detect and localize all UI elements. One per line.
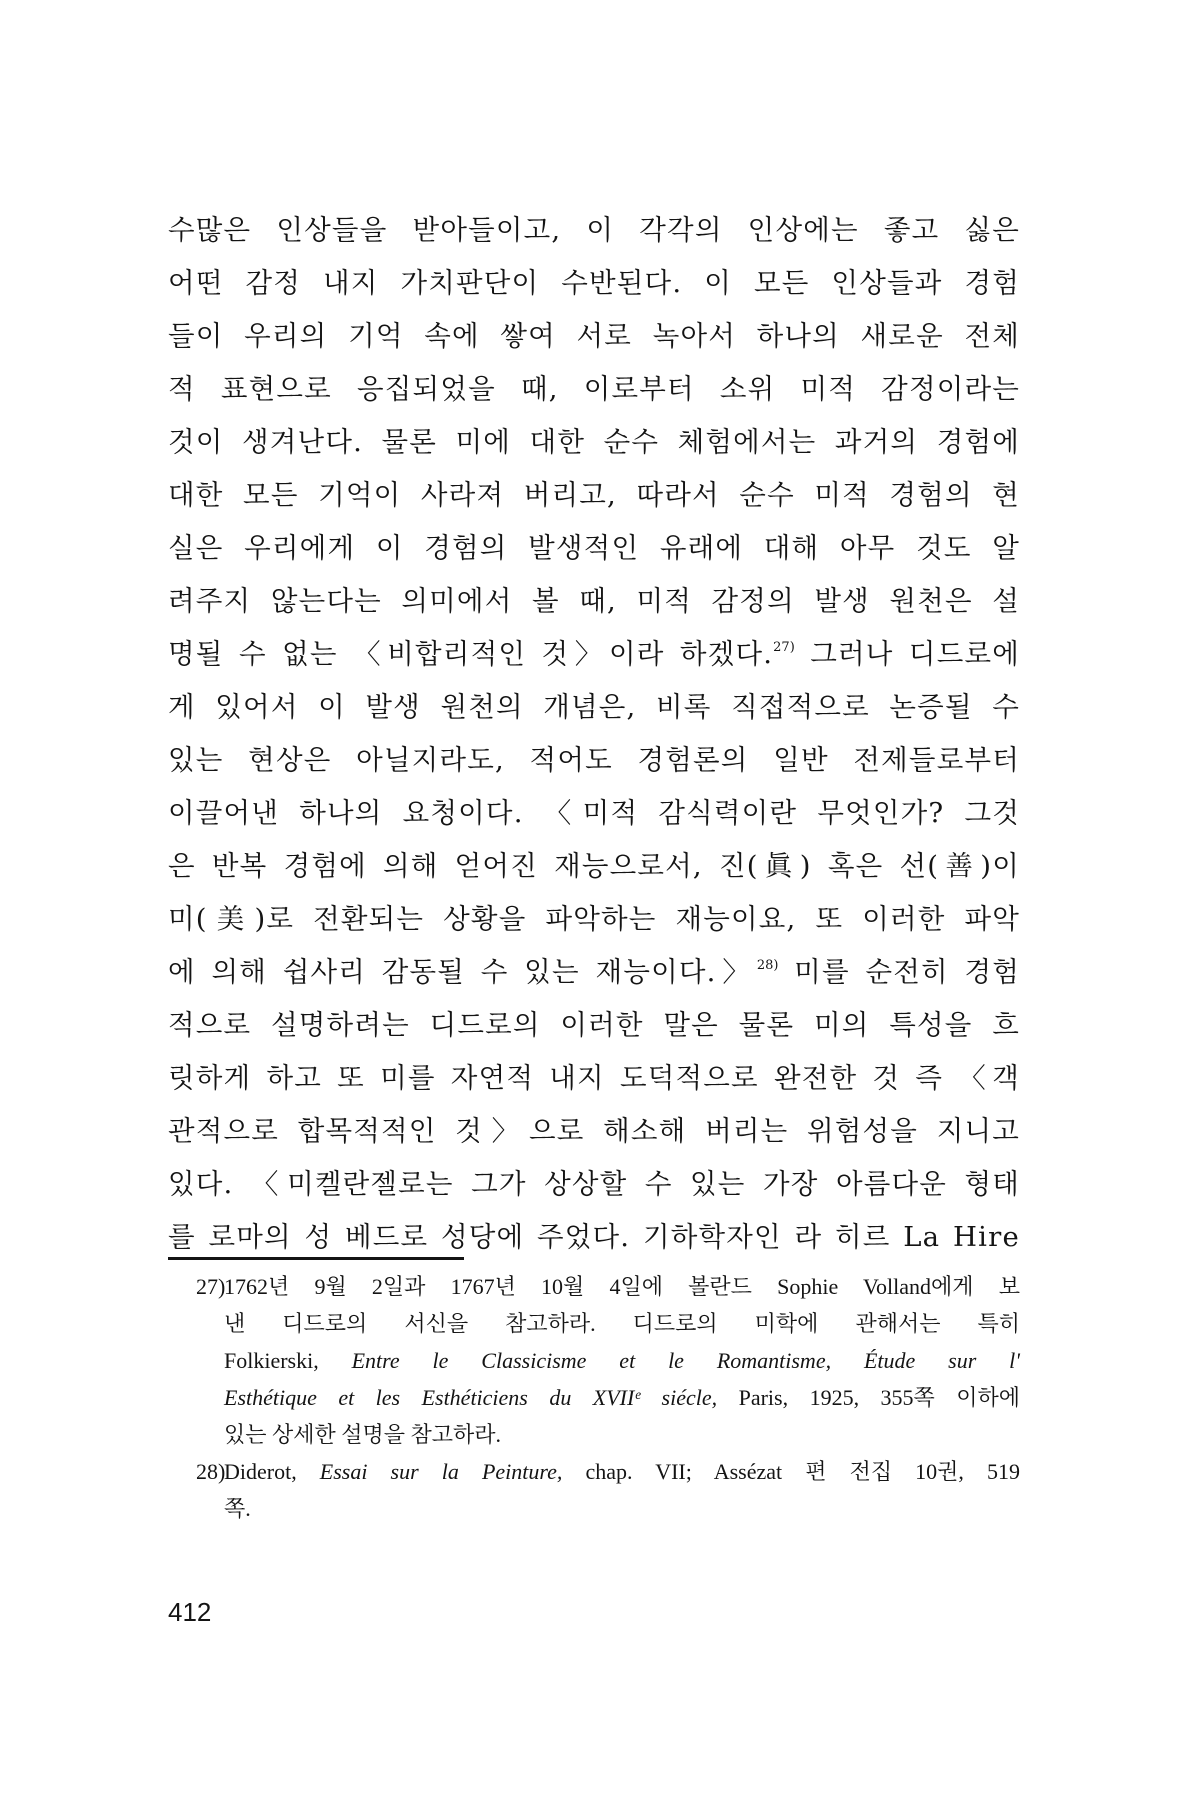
footnote-text: Paris, 1925, 355쪽 이하에 [717,1385,1020,1410]
body-line: 적으로 설명하려는 디드로의 이러한 말은 물론 미의 특성을 흐 [168,1009,1020,1041]
footnote-number: 28) [196,1459,226,1484]
page-number: 412 [168,1597,212,1627]
body-line: 수많은 인상들을 받아들이고, 이 각각의 인상에는 좋고 싫은 [168,214,1020,246]
footnotes [196,1268,1020,1527]
body-line: 있다. 〈미켈란젤로는 그가 상상할 수 있는 가장 아름다운 형태 [168,1168,1020,1200]
body-line [168,946,1020,999]
body-line: 은 반복 경험에 의해 얻어진 재능으로서, 진(眞) 혹은 선(善)이 [168,850,1020,882]
body-line-text: 에 의해 쉽사리 감동될 수 있는 재능이다.〉 [168,956,757,988]
body-line: 를 로마의 성 베드로 성당에 주었다. 기하학자인 라 히르 La Hire [168,1221,1020,1253]
footnote-title: Esthétique et les Esthéticiens du XVIIᵉ siécle, [224,1385,718,1410]
body-line: 미(美)로 전환되는 상황을 파악하는 재능이요, 또 이러한 파악 [168,903,1020,935]
footnote-line [224,1453,1020,1490]
footnote-text: chap. VII; Assézat 편 전집 10권, 519 [562,1459,1020,1484]
body-line-text: 그러나 디드로에 [794,638,1020,670]
body-line [168,628,1020,681]
footnote-line: 있는 상세한 설명을 참고하라. [224,1422,502,1447]
footnote-author: Folkierski, [224,1348,352,1373]
body-line: 실은 우리에게 이 경험의 발생적인 유래에 대해 아무 것도 알 [168,532,1020,564]
body-line: 게 있어서 이 발생 원천의 개념은, 비록 직접적으로 논증될 수 [168,691,1020,723]
body-line: 것이 생겨난다. 물론 미에 대한 순수 체험에서는 과거의 경험에 [168,426,1020,458]
body-line: 이끌어낸 하나의 요청이다. 〈미적 감식력이란 무엇인가? 그것 [168,797,1020,829]
body-line-text: 명될 수 없는 〈비합리적인 것〉이라 하겠다. [168,638,774,670]
footnote-ref-28: 28) [756,958,779,973]
footnote-line: 낸 디드로의 서신을 참고하라. 디드로의 미학에 관해서는 특히 [224,1311,1020,1336]
footnote-line [224,1342,1020,1379]
footnote-divider [168,1257,464,1260]
footnote-28 [196,1453,1020,1527]
footnote-author: Diderot, [224,1459,320,1484]
footnote-27 [196,1268,1020,1453]
body-line: 릿하게 하고 또 미를 자연적 내지 도덕적으로 완전한 것 즉 〈객 [168,1062,1020,1094]
body-line: 려주지 않는다는 의미에서 볼 때, 미적 감정의 발생 원천은 설 [168,585,1020,617]
body-text [168,204,1020,1264]
body-line: 대한 모든 기억이 사라져 버리고, 따라서 순수 미적 경험의 현 [168,479,1020,511]
body-line: 있는 현상은 아닐지라도, 적어도 경험론의 일반 전제들로부터 [168,744,1020,776]
footnote-line [224,1379,1020,1416]
footnote-line: 1762년 9월 2일과 1767년 10월 4일에 볼란드 Sophie Volland에게 보 [224,1274,1020,1299]
body-line: 적 표현으로 응집되었을 때, 이로부터 소위 미적 감정이라는 [168,373,1020,405]
body-line: 관적으로 합목적적인 것〉으로 해소해 버리는 위험성을 지니고 [168,1115,1020,1147]
body-line: 어떤 감정 내지 가치판단이 수반된다. 이 모든 인상들과 경험 [168,267,1020,299]
footnote-ref-27: 27) [773,640,795,655]
body-line-text: 미를 순전히 경험 [778,956,1020,988]
body-line: 들이 우리의 기억 속에 쌓여 서로 녹아서 하나의 새로운 전체 [168,320,1020,352]
footnote-title: Essai sur la Peinture, [319,1459,563,1484]
footnote-title: Entre le Classicisme et le Romantisme, Étude sur l' [351,1348,1020,1373]
footnote-number: 27) [196,1274,226,1299]
footnote-line: 쪽. [224,1496,251,1521]
